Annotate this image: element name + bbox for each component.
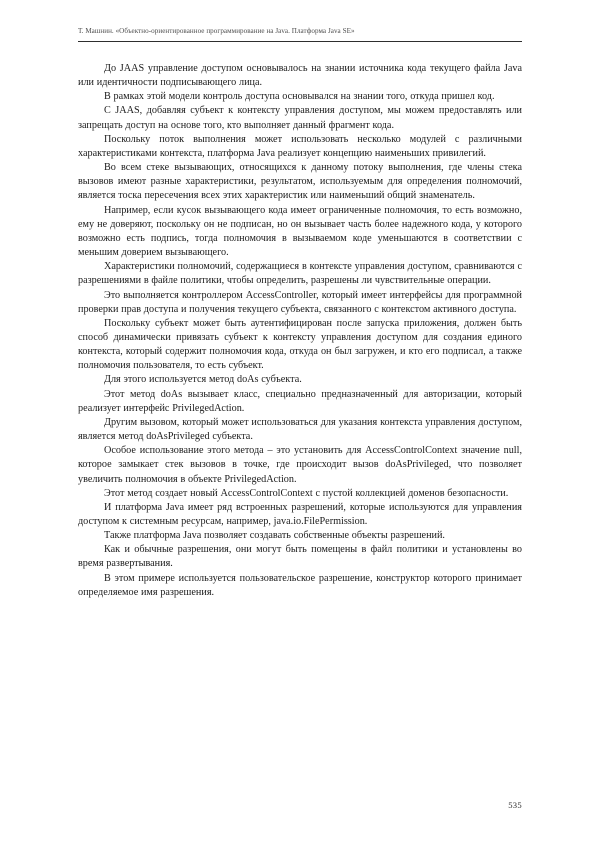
paragraph: До JAAS управление доступом основывалось на знании источника кода текущего файла Java или идентичности подписывающего лица. — [78, 63, 522, 89]
paragraph: Например, если кусок вызывающего кода имеет ограниченные полномочия, то есть возможно, ему не доверяют, поскольку он не подписан, но он вызывает часть более надежного кода, у которого возможно есть подпись, тогда полномочия в вызываемом коде уменьшаются в соответствии с меньшим доверием вызывающего. — [78, 204, 522, 259]
body-text-block — [78, 62, 522, 600]
paragraph: Это выполняется контроллером AccessController, который имеет интерфейсы для программной проверки прав доступа и получения текущего субъекта, связанного с контекстом активного доступа. — [78, 289, 522, 315]
paragraph: Особое использование этого метода – это установить для AccessControlContext значение null, которое замыкает стек вызовов в точке, где происходит вызов doAsPrivileged, что позволяет увеличить полномочия в объекте PrivilegedAction. — [78, 445, 522, 485]
paragraph: Характеристики полномочий, содержащиеся в контексте управления доступом, сравниваются с разрешениями в файле политики, чтобы определить, разрешены ли чувствительные операции. — [78, 261, 522, 287]
paragraph: В рамках этой модели контроль доступа основывался на знании того, откуда пришел код. — [104, 91, 495, 103]
paragraph: Для этого используется метод doAs субъекта. — [104, 374, 302, 386]
paragraph: В этом примере используется пользовательское разрешение, конструктор которого принимает определяемое имя разрешения. — [78, 572, 522, 598]
header-divider-rule — [78, 41, 522, 42]
paragraph: Как и обычные разрешения, они могут быть помещены в файл политики и установлены во время развертывания. — [78, 544, 522, 570]
paragraph: Другим вызовом, который может использоваться для указания контекста управления доступом, является метод doAsPrivileged субъекта. — [78, 416, 522, 443]
paragraph: Также платформа Java позволяет создавать собственные объекты разрешений. — [104, 530, 445, 542]
page-number: 535 — [508, 800, 522, 810]
running-header-title: Т. Машнин. «Объектно-ориентированное программирование на Java. Платформа Java SE» — [78, 27, 355, 35]
paragraph: Поскольку субъект может быть аутентифицирован после запуска приложения, должен быть способ динамически привязать субъект к контексту управления доступом для создания единого контекста, который содержит полномочия кода, откуда он был загружен, и кто его подписал, а также полномочия пользователя, то есть субъект. — [78, 317, 522, 372]
paragraph: Поскольку поток выполнения может использовать несколько модулей с различными характеристиками контекста, платформа Java реализует концепцию наименьших привилегий. — [78, 133, 522, 159]
paragraph: Во всем стеке вызывающих, относящихся к данному потоку выполнения, где члены стека вызовов имеют разные характеристики, результатом, используемым для определения полномочий, является тоска пересечения всех этих характеристик или наименьший общий знаменатель. — [78, 162, 522, 202]
paragraph: С JAAS, добавляя субъект к контексту управления доступом, мы можем предоставлять или запрещать доступ на основе того, кто выполняет данный фрагмент кода. — [78, 105, 522, 131]
paragraph: Этот метод doAs вызывает класс, специально предназначенный для авторизации, который реализует интерфейс PrivilegedAction. — [78, 388, 522, 414]
paragraph: И платформа Java имеет ряд встроенных разрешений, которые используются для управления доступом к системным ресурсам, например, java.io.FilePermission. — [78, 501, 522, 527]
paragraph: Этот метод создает новый AccessControlContext с пустой коллекцией доменов безопасности. — [104, 487, 509, 499]
